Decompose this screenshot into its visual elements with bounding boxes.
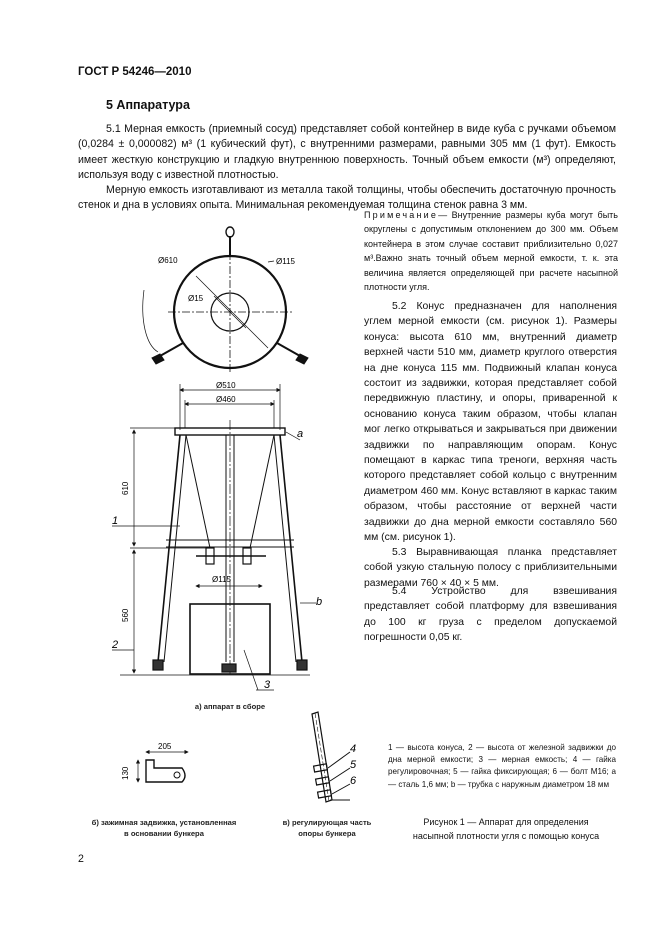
note-text: — Внутренние размеры куба могут быть округлены с допустимым отклонением до 300 мм. Объем контейнера в этом случае составит приблизительно 0,027 м³.Важно знать точный объем мерной емкости, т. к. эта величина является определяющей при расчете насыпной плотности угля. xyxy=(364,210,618,293)
figure-title xyxy=(396,816,616,843)
document-header: ГОСТ Р 54246—2010 xyxy=(78,66,192,78)
paragraph-material: Мерную емкость изготавливают из металла такой толщины, чтобы обеспечить достаточную прочность стенок и дна в условиях опыта. Минимальная рекомендуемая толщина стенок равна 3 мм. xyxy=(78,184,616,212)
note-label: Примечание xyxy=(364,210,439,220)
label-b: b xyxy=(316,596,323,608)
tripod-frame xyxy=(120,420,310,675)
cone-top-view xyxy=(143,227,308,372)
caption-c-line1: в) регулирующая часть xyxy=(282,818,372,827)
dim-w205: 205 xyxy=(158,742,172,751)
label-a: a xyxy=(297,428,304,440)
caption-c-line2: опоры бункера xyxy=(298,828,356,838)
paragraph-5-3: 5.3 Выравнивающая планка представляет собой узкую стальную полосу с приблизительными размерами 760 × 40 × 5 мм. xyxy=(364,547,617,589)
paragraph-5-1: 5.1 Мерная емкость (приемный сосуд) представляет собой контейнер в виде куба с ручками объемом (0,0284 ± 0,000082) м³ (1 кубический фут), с внутренними размерами, равными 305 мм (1 фут). Емкость имеет жесткую конструкцию и гладкую внутреннюю поверхность. Точный объем емкости (м³) определяют, используя воду с известной плотностью. xyxy=(78,123,616,182)
leg-adjust-detail xyxy=(312,712,350,802)
label-5: 5 xyxy=(350,759,357,771)
label-1: 1 xyxy=(112,515,119,527)
clamp-detail xyxy=(138,752,188,782)
dim-d460: Ø460 xyxy=(216,395,236,404)
caption-b-line1: б) зажимная задвижка, установленная xyxy=(91,818,237,827)
figure-title-line2: насыпной плотности угля с помощью конуса xyxy=(412,830,600,841)
dim-d15: Ø15 xyxy=(188,294,204,303)
section-title: 5 Аппаратура xyxy=(106,98,190,112)
page-number: 2 xyxy=(78,853,84,865)
dim-h610: 610 xyxy=(121,481,130,495)
label-6: 6 xyxy=(350,775,357,787)
dim-d510: Ø510 xyxy=(216,381,236,390)
dim-d610: Ø610 xyxy=(158,256,178,265)
dim-h130: 130 xyxy=(121,766,130,780)
caption-c xyxy=(268,818,386,839)
dim-h560: 560 xyxy=(121,608,130,622)
paragraph-5-4: 5.4 Устройство для взвешивания представляет собой платформу для взвешивания до 100 кг груза с пределом допускаемой погрешности 0,05 кг. xyxy=(364,586,617,644)
caption-b xyxy=(76,818,252,839)
caption-b-line2: в основании бункера xyxy=(124,828,204,838)
label-2: 2 xyxy=(112,639,119,651)
figure-title-line1: Рисунок 1 — Аппарат для определения xyxy=(423,817,589,827)
label-4: 4 xyxy=(350,743,357,755)
dim-d115: Ø115 xyxy=(212,575,231,584)
label-3: 3 xyxy=(264,679,271,691)
caption-a: а) аппарат в сборе xyxy=(194,702,266,711)
paragraph-5-2: 5.2 Конус предназначен для наполнения углем мерной емкости (см. рисунок 1). Размеры конуса: высота 610 мм, внутренний диаметр верхней части 510 мм, диаметр круглого отверстия на дне конуса 115 мм. Подвижный клапан конуса состоит из задвижки, которая представляет собой передвижную пластину, и опоры, приваренной к основанию конуса таким образом, чтобы клапан мог легко открываться и закрываться при движении задвижки по направляющим опорам. Конус помещают в каркас типа треноги, верхняя часть которого представляет собой кольцо с внутренним диаметром 460 мм. Конус вставляют в каркас таким образом, чтобы расстояние от верхней части задвижки до дна мерной емкости составляло 560 мм (см. рисунок 1). xyxy=(364,301,617,544)
dim-d115-top: Ø115 xyxy=(276,257,295,266)
figure-legend: 1 — высота конуса, 2 — высота от железной задвижки до дна мерной емкости; 3 — мерная емкость; 4 — гайка регулировочная; 5 — гайка фиксирующая; 6 — болт М16; a — сталь 1,6 мм; b — трубка с наружным диаметром 18 мм xyxy=(388,743,616,789)
